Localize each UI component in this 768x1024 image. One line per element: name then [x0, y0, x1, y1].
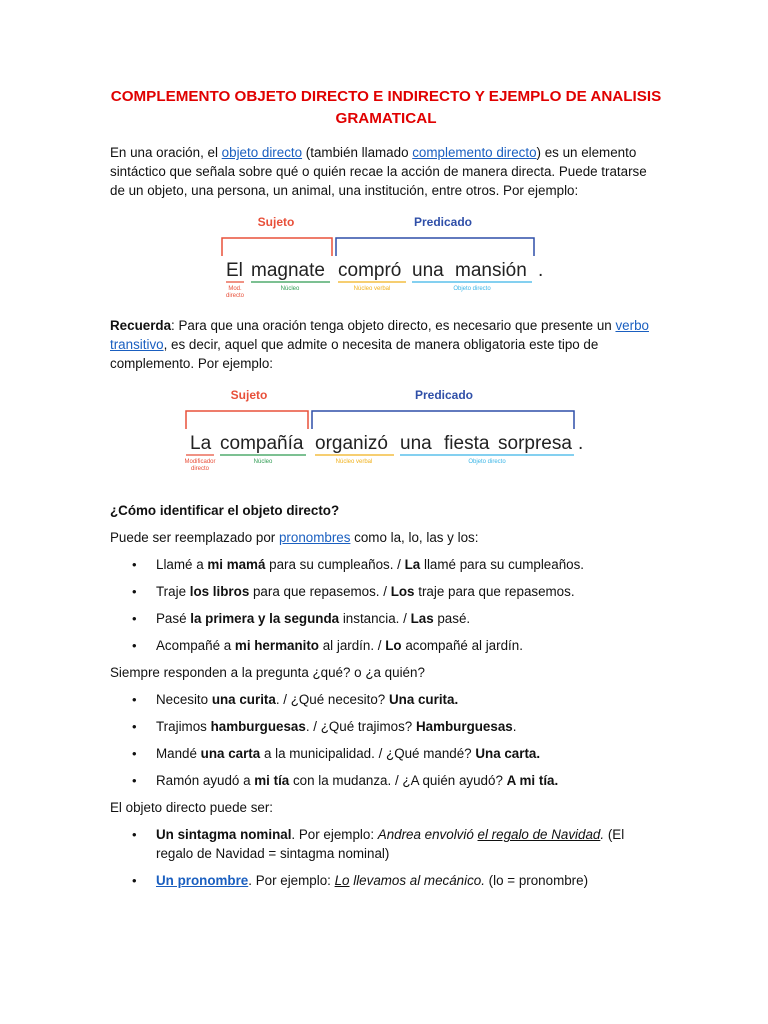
list-item: • Traje los libros para que repasemos. / Los traje para que repasemos.	[110, 582, 662, 601]
word-una-2: una	[400, 433, 432, 454]
link-objeto-directo[interactable]: objeto directo	[221, 145, 303, 160]
word-compro: compró	[338, 260, 402, 281]
link-pronombres[interactable]: pronombres	[278, 530, 351, 545]
list-item: • Trajimos hamburguesas. / ¿Qué trajimos? Hamburguesas.	[110, 717, 662, 736]
word-el: El	[226, 260, 243, 281]
sujeto-bracket-2	[186, 411, 308, 429]
word-period: .	[538, 260, 544, 281]
label-mod-2a: Modificador	[184, 459, 216, 465]
word-mansion: mansión	[455, 260, 527, 281]
title-line-2: GRAMATICAL	[335, 110, 437, 127]
predicado-label: Predicado	[413, 215, 473, 229]
word-period-2: .	[578, 433, 584, 454]
word-magnate: magnate	[251, 260, 325, 281]
label-verbal-2: Núcleo verbal	[335, 459, 373, 465]
intro-paragraph: En una oración, el objeto directo (también llamado complemento directo) es un elemento sintáctico que señala sobre qué o quién recae la acción de manera directa. Puede tratarse de un objeto, una persona, un animal, una institución, entre otros. Por ejemplo:	[110, 145, 647, 198]
sujeto-label: Sujeto	[257, 215, 295, 229]
list-item: • Un sintagma nominal. Por ejemplo: Andrea envolvió el regalo de Navidad. (El regalo de Navidad = sintagma nominal)	[110, 825, 662, 863]
link-un-pronombre[interactable]: Un pronombre	[156, 873, 249, 888]
list-preguntas	[110, 690, 662, 790]
list-item: • Pasé la primera y la segunda instancia. / Las pasé.	[110, 609, 662, 628]
label-mod-1: Mod.	[228, 286, 242, 292]
list-item: • Llamé a mi mamá para su cumpleaños. / La llamé para su cumpleaños.	[110, 555, 662, 574]
word-una: una	[412, 260, 444, 281]
siempre-paragraph: Siempre responden a la pregunta ¿qué? o ¿a quién?	[110, 665, 425, 680]
document-title	[106, 86, 666, 130]
predicado-bracket	[336, 238, 534, 256]
word-compania: compañía	[220, 433, 304, 454]
label-nucleo: Núcleo	[280, 286, 300, 292]
sujeto-bracket	[222, 238, 332, 256]
list-item: • Mandé una carta a la municipalidad. / ¿Qué mandé? Una carta.	[110, 744, 662, 763]
label-objeto: Objeto directo	[453, 286, 491, 292]
label-verbal: Núcleo verbal	[353, 286, 391, 292]
list-pronombres	[110, 555, 662, 655]
sentence-diagram-2	[182, 385, 602, 471]
document-page	[110, 86, 662, 890]
label-mod-2: directo	[225, 293, 245, 298]
list-item: • Acompañé a mi hermanito al jardín. / Lo acompañé al jardín.	[110, 636, 662, 655]
diagram-2-svg	[182, 385, 602, 471]
label-objeto-2: Objeto directo	[468, 459, 506, 465]
word-la: La	[190, 433, 212, 454]
predicado-bracket-2	[312, 411, 574, 429]
recuerda-paragraph: Recuerda: Para que una oración tenga objeto directo, es necesario que presente un verbo transitivo, es decir, aquel que admite o necesita de manera obligatoria este tipo de complemento. Por ejemplo:	[110, 318, 649, 371]
sujeto-label-2: Sujeto	[230, 388, 268, 402]
section-heading: ¿Cómo identificar el objeto directo?	[110, 503, 340, 518]
list-item: • Ramón ayudó a mi tía con la mudanza. / ¿A quién ayudó? A mi tía.	[110, 771, 662, 790]
predicado-label-2: Predicado	[414, 388, 474, 402]
list-item: • Necesito una curita. / ¿Qué necesito? Una curita.	[110, 690, 662, 709]
label-mod-2b: directo	[190, 466, 210, 471]
list-item: • Un pronombre. Por ejemplo: Lo llevamos al mecánico. (lo = pronombre)	[110, 871, 662, 890]
reemplazo-paragraph: Puede ser reemplazado por pronombres como la, lo, las y los:	[110, 530, 479, 545]
word-organizo: organizó	[315, 433, 388, 454]
word-sorpresa: sorpresa	[498, 433, 572, 454]
label-nucleo-2: Núcleo	[253, 459, 273, 465]
puede-ser-paragraph: El objeto directo puede ser:	[110, 800, 274, 815]
title-line-1: COMPLEMENTO OBJETO DIRECTO E INDIRECTO Y EJEMPLO DE ANALISIS	[110, 88, 662, 105]
diagram-1-svg	[218, 212, 578, 298]
list-tipos	[110, 825, 662, 890]
link-complemento-directo[interactable]: complemento directo	[412, 145, 537, 160]
word-fiesta: fiesta	[444, 433, 490, 454]
sentence-diagram-1	[218, 212, 578, 298]
link-verbo-transitivo[interactable]: verbo transitivo	[110, 318, 649, 352]
